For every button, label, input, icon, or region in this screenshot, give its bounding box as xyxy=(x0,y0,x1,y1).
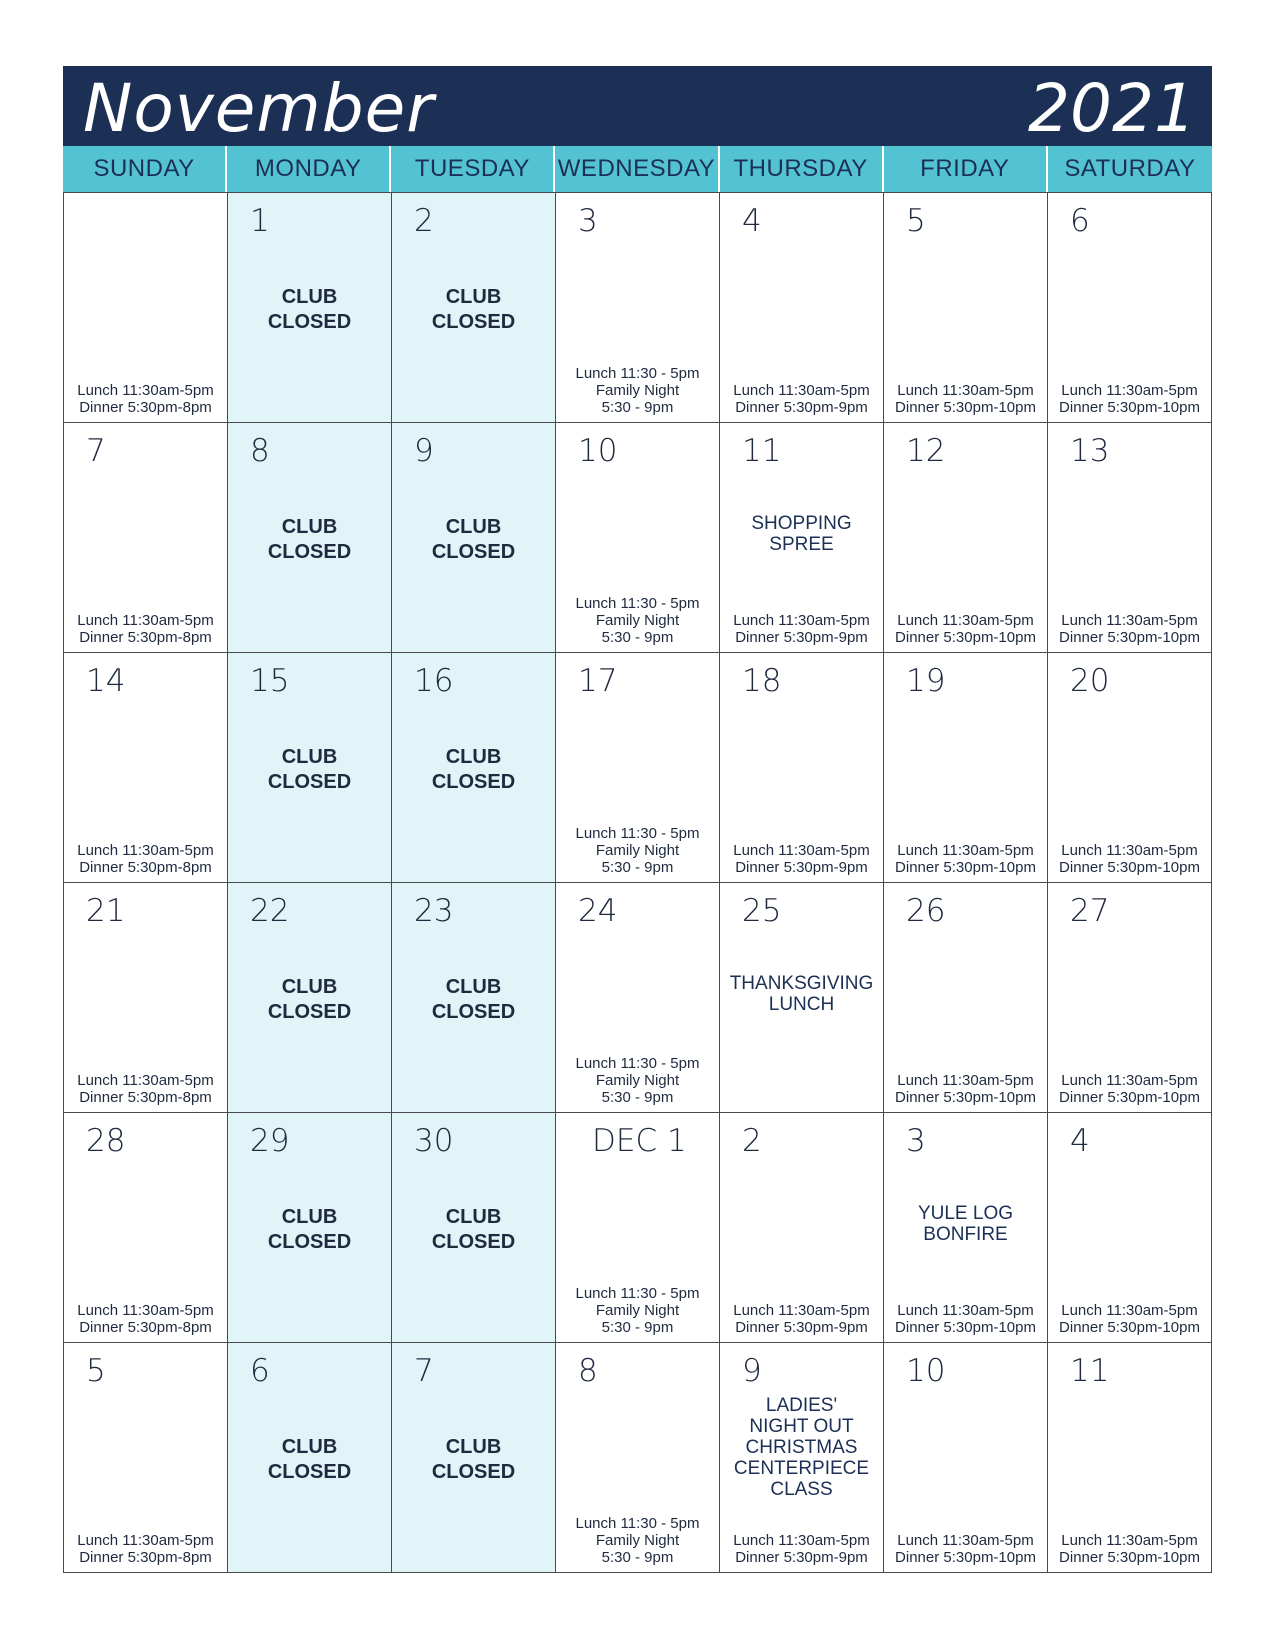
day-number: 22 xyxy=(250,893,290,929)
day-number: 4 xyxy=(742,203,762,239)
day-number: 14 xyxy=(86,663,126,699)
hours-text: Lunch 11:30am-5pm Dinner 5:30pm-10pm xyxy=(895,1072,1036,1106)
day-cell xyxy=(720,1343,884,1573)
day-number: 5 xyxy=(86,1353,106,1389)
day-cell xyxy=(556,653,720,883)
hours-text: Lunch 11:30am-5pm Dinner 5:30pm-8pm xyxy=(77,1072,214,1106)
day-number: 7 xyxy=(414,1353,434,1389)
day-number: 17 xyxy=(578,663,618,699)
day-number: 1 xyxy=(250,203,270,239)
hours-text: Lunch 11:30 - 5pm Family Night 5:30 - 9pm xyxy=(575,365,700,416)
club-closed-label: CLUB CLOSED xyxy=(267,516,352,563)
hours-text: Lunch 11:30am-5pm Dinner 5:30pm-10pm xyxy=(1059,612,1200,646)
hours-text: Lunch 11:30am-5pm Dinner 5:30pm-8pm xyxy=(77,842,214,876)
day-cell xyxy=(64,1113,228,1343)
calendar-grid xyxy=(63,192,1212,1573)
club-closed-label: CLUB CLOSED xyxy=(431,1436,516,1483)
day-cell xyxy=(1048,423,1212,653)
day-cell xyxy=(64,653,228,883)
day-number: 24 xyxy=(578,893,618,929)
hours-text: Lunch 11:30am-5pm Dinner 5:30pm-9pm xyxy=(733,1532,870,1566)
day-cell xyxy=(392,423,556,653)
day-cell xyxy=(884,193,1048,423)
day-number: 3 xyxy=(906,1123,926,1159)
day-number: 25 xyxy=(742,893,782,929)
weekday-sunday: SUNDAY xyxy=(63,146,227,192)
hours-text: Lunch 11:30 - 5pm Family Night 5:30 - 9pm xyxy=(575,1285,700,1336)
day-cell xyxy=(720,423,884,653)
hours-text: Lunch 11:30am-5pm Dinner 5:30pm-9pm xyxy=(733,842,870,876)
day-number: 6 xyxy=(1070,203,1090,239)
day-number: 27 xyxy=(1070,893,1110,929)
day-cell xyxy=(1048,1113,1212,1343)
hours-text: Lunch 11:30am-5pm Dinner 5:30pm-10pm xyxy=(1059,1072,1200,1106)
hours-text: Lunch 11:30am-5pm Dinner 5:30pm-8pm xyxy=(77,1532,214,1566)
club-closed-label: CLUB CLOSED xyxy=(267,286,352,333)
weekday-tuesday: TUESDAY xyxy=(391,146,555,192)
hours-text: Lunch 11:30am-5pm Dinner 5:30pm-8pm xyxy=(77,382,214,416)
day-cell xyxy=(64,1343,228,1573)
event-label: SHOPPING SPREE xyxy=(751,513,852,555)
day-cell xyxy=(556,193,720,423)
day-cell xyxy=(1048,883,1212,1113)
club-closed-label: CLUB CLOSED xyxy=(431,746,516,793)
weekday-monday: MONDAY xyxy=(227,146,391,192)
day-cell xyxy=(228,1113,392,1343)
hours-text: Lunch 11:30am-5pm Dinner 5:30pm-10pm xyxy=(895,1532,1036,1566)
day-number: 5 xyxy=(906,203,926,239)
day-cell xyxy=(64,423,228,653)
hours-text: Lunch 11:30am-5pm Dinner 5:30pm-10pm xyxy=(895,612,1036,646)
day-cell xyxy=(228,1343,392,1573)
day-number: 2 xyxy=(742,1123,762,1159)
day-cell xyxy=(884,1113,1048,1343)
day-cell xyxy=(228,653,392,883)
day-cell xyxy=(556,1113,720,1343)
day-number: 20 xyxy=(1070,663,1110,699)
day-number: 15 xyxy=(250,663,290,699)
day-number: 4 xyxy=(1070,1123,1090,1159)
calendar-banner xyxy=(63,66,1212,146)
day-number: 13 xyxy=(1070,433,1110,469)
day-number: 8 xyxy=(578,1353,598,1389)
day-number: 23 xyxy=(414,893,454,929)
day-number: 3 xyxy=(578,203,598,239)
event-label: YULE LOG BONFIRE xyxy=(917,1203,1014,1245)
weekday-saturday: SATURDAY xyxy=(1064,155,1196,182)
day-cell xyxy=(64,883,228,1113)
day-cell xyxy=(392,1343,556,1573)
club-closed-label: CLUB CLOSED xyxy=(267,1206,352,1253)
hours-text: Lunch 11:30am-5pm Dinner 5:30pm-9pm xyxy=(733,1302,870,1336)
hours-text: Lunch 11:30am-5pm Dinner 5:30pm-10pm xyxy=(1059,842,1200,876)
club-closed-label: CLUB CLOSED xyxy=(431,516,516,563)
calendar xyxy=(63,66,1212,1573)
day-cell xyxy=(884,1343,1048,1573)
day-cell xyxy=(884,423,1048,653)
day-cell xyxy=(556,1343,720,1573)
day-number: 11 xyxy=(742,433,782,469)
day-number: 10 xyxy=(906,1353,946,1389)
day-number: 9 xyxy=(414,433,434,469)
day-cell xyxy=(884,883,1048,1113)
weekday-header xyxy=(63,146,1212,192)
hours-text: Lunch 11:30 - 5pm Family Night 5:30 - 9pm xyxy=(575,595,700,646)
day-cell xyxy=(392,193,556,423)
day-cell xyxy=(228,193,392,423)
hours-text: Lunch 11:30am-5pm Dinner 5:30pm-10pm xyxy=(1059,382,1200,416)
day-number: 21 xyxy=(86,893,126,929)
day-cell xyxy=(556,883,720,1113)
day-number: 7 xyxy=(86,433,106,469)
day-cell xyxy=(392,653,556,883)
club-closed-label: CLUB CLOSED xyxy=(431,286,516,333)
day-cell xyxy=(392,1113,556,1343)
club-closed-label: CLUB CLOSED xyxy=(267,746,352,793)
club-closed-label: CLUB CLOSED xyxy=(267,1436,352,1483)
day-number: 19 xyxy=(906,663,946,699)
event-label: LADIES' NIGHT OUT CHRISTMAS CENTERPIECE CLASS xyxy=(733,1395,870,1500)
hours-text: Lunch 11:30 - 5pm Family Night 5:30 - 9pm xyxy=(575,825,700,876)
day-cell xyxy=(228,423,392,653)
hours-text: Lunch 11:30am-5pm Dinner 5:30pm-9pm xyxy=(733,382,870,416)
day-cell xyxy=(556,423,720,653)
day-cell xyxy=(884,653,1048,883)
day-number: 6 xyxy=(250,1353,270,1389)
day-cell xyxy=(1048,193,1212,423)
weekday-friday: FRIDAY xyxy=(884,146,1048,192)
day-cell xyxy=(64,193,228,423)
day-number: 29 xyxy=(250,1123,290,1159)
hours-text: Lunch 11:30 - 5pm Family Night 5:30 - 9pm xyxy=(575,1055,700,1106)
hours-text: Lunch 11:30am-5pm Dinner 5:30pm-9pm xyxy=(733,612,870,646)
day-cell xyxy=(720,883,884,1113)
day-cell xyxy=(720,1113,884,1343)
day-number: DEC 1 xyxy=(592,1123,687,1159)
day-number: 26 xyxy=(906,893,946,929)
day-number: 8 xyxy=(250,433,270,469)
hours-text: Lunch 11:30am-5pm Dinner 5:30pm-10pm xyxy=(1059,1532,1200,1566)
day-number: 11 xyxy=(1070,1353,1110,1389)
day-cell xyxy=(228,883,392,1113)
year-title: 2021 xyxy=(1028,70,1196,147)
day-cell xyxy=(720,193,884,423)
event-label: THANKSGIVING LUNCH xyxy=(729,973,874,1015)
day-cell xyxy=(392,883,556,1113)
day-number: 16 xyxy=(414,663,454,699)
hours-text: Lunch 11:30am-5pm Dinner 5:30pm-10pm xyxy=(895,842,1036,876)
hours-text: Lunch 11:30am-5pm Dinner 5:30pm-10pm xyxy=(895,1302,1036,1336)
day-number: 18 xyxy=(742,663,782,699)
weekday-thursday: THURSDAY xyxy=(720,146,884,192)
club-closed-label: CLUB CLOSED xyxy=(431,976,516,1023)
day-number: 2 xyxy=(414,203,434,239)
day-number: 28 xyxy=(86,1123,126,1159)
day-number: 30 xyxy=(414,1123,454,1159)
hours-text: Lunch 11:30am-5pm Dinner 5:30pm-8pm xyxy=(77,1302,214,1336)
day-number: 9 xyxy=(742,1353,762,1389)
club-closed-label: CLUB CLOSED xyxy=(267,976,352,1023)
hours-text: Lunch 11:30am-5pm Dinner 5:30pm-8pm xyxy=(77,612,214,646)
club-closed-label: CLUB CLOSED xyxy=(431,1206,516,1253)
hours-text: Lunch 11:30am-5pm Dinner 5:30pm-10pm xyxy=(1059,1302,1200,1336)
day-cell xyxy=(720,653,884,883)
day-cell xyxy=(1048,1343,1212,1573)
weekday-wednesday: WEDNESDAY xyxy=(555,146,719,192)
day-number: 10 xyxy=(578,433,618,469)
day-number: 12 xyxy=(906,433,946,469)
hours-text: Lunch 11:30am-5pm Dinner 5:30pm-10pm xyxy=(895,382,1036,416)
month-title: November xyxy=(83,70,435,147)
day-cell xyxy=(1048,653,1212,883)
hours-text: Lunch 11:30 - 5pm Family Night 5:30 - 9pm xyxy=(575,1515,700,1566)
